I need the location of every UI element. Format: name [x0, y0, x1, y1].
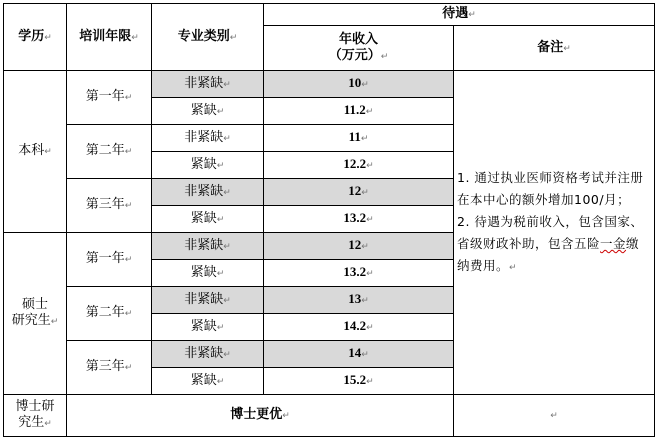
income-value: 14↵	[264, 341, 454, 368]
category-non-shortage: 非紧缺↵	[152, 341, 264, 368]
category-non-shortage: 非紧缺↵	[152, 179, 264, 206]
doctor-remarks: ↵	[454, 395, 655, 437]
income-value: 13.2↵	[264, 206, 454, 233]
master-year-3: 第三年↵	[67, 341, 152, 395]
remark-2: 2. 待遇为税前收入，包含国家、省级财政补助，包含五险一金缴纳费用。↵	[457, 214, 644, 273]
category-non-shortage: 非紧缺↵	[152, 287, 264, 314]
category-shortage: 紧缺↵	[152, 152, 264, 179]
header-education: 学历↵	[4, 4, 67, 71]
group-doctor: 博士研 究生↵	[4, 395, 67, 437]
category-non-shortage: 非紧缺↵	[152, 233, 264, 260]
category-shortage: 紧缺↵	[152, 260, 264, 287]
income-value: 15.2↵	[264, 368, 454, 395]
header-training-years: 培训年限↵	[67, 4, 152, 71]
remark-1: 1. 通过执业医师资格考试并注册在本中心的额外增加100/月；	[457, 170, 644, 207]
income-value: 12.2↵	[264, 152, 454, 179]
master-year-2: 第二年↵	[67, 287, 152, 341]
doctor-income-text: 博士更优↵	[67, 395, 454, 437]
income-value: 11.2↵	[264, 98, 454, 125]
remarks-cell	[454, 71, 655, 395]
header-annual-income-unit: （万元）	[328, 47, 381, 63]
header-remarks: 备注↵	[454, 26, 655, 71]
header-category: 专业类别↵	[152, 4, 264, 71]
category-shortage: 紧缺↵	[152, 206, 264, 233]
group-master-line1: 硕士	[21, 297, 48, 312]
master-year-1: 第一年↵	[67, 233, 152, 287]
income-value: 13↵	[264, 287, 454, 314]
category-non-shortage: 非紧缺↵	[152, 71, 264, 98]
income-value: 14.2↵	[264, 314, 454, 341]
income-table	[3, 3, 655, 437]
header-annual-income: 年收入 （万元）↵	[264, 26, 454, 71]
income-value: 13.2↵	[264, 260, 454, 287]
group-doctor-line2: 究生	[18, 415, 45, 430]
bachelor-year-1: 第一年↵	[67, 71, 152, 125]
group-master: 硕士 研究生↵	[4, 233, 67, 395]
group-doctor-line1: 博士研	[15, 399, 55, 414]
category-shortage: 紧缺↵	[152, 368, 264, 395]
header-treatment: 待遇↵	[264, 4, 655, 26]
income-value: 11↵	[264, 125, 454, 152]
bachelor-year-3: 第三年↵	[67, 179, 152, 233]
income-value: 12↵	[264, 179, 454, 206]
group-master-line2: 研究生	[11, 313, 51, 328]
bachelor-year-2: 第二年↵	[67, 125, 152, 179]
header-annual-income-line1: 年收入	[338, 31, 378, 47]
group-bachelor: 本科↵	[4, 71, 67, 233]
income-value: 12↵	[264, 233, 454, 260]
category-shortage: 紧缺↵	[152, 314, 264, 341]
category-shortage: 紧缺↵	[152, 98, 264, 125]
income-value: 10↵	[264, 71, 454, 98]
category-non-shortage: 非紧缺↵	[152, 125, 264, 152]
